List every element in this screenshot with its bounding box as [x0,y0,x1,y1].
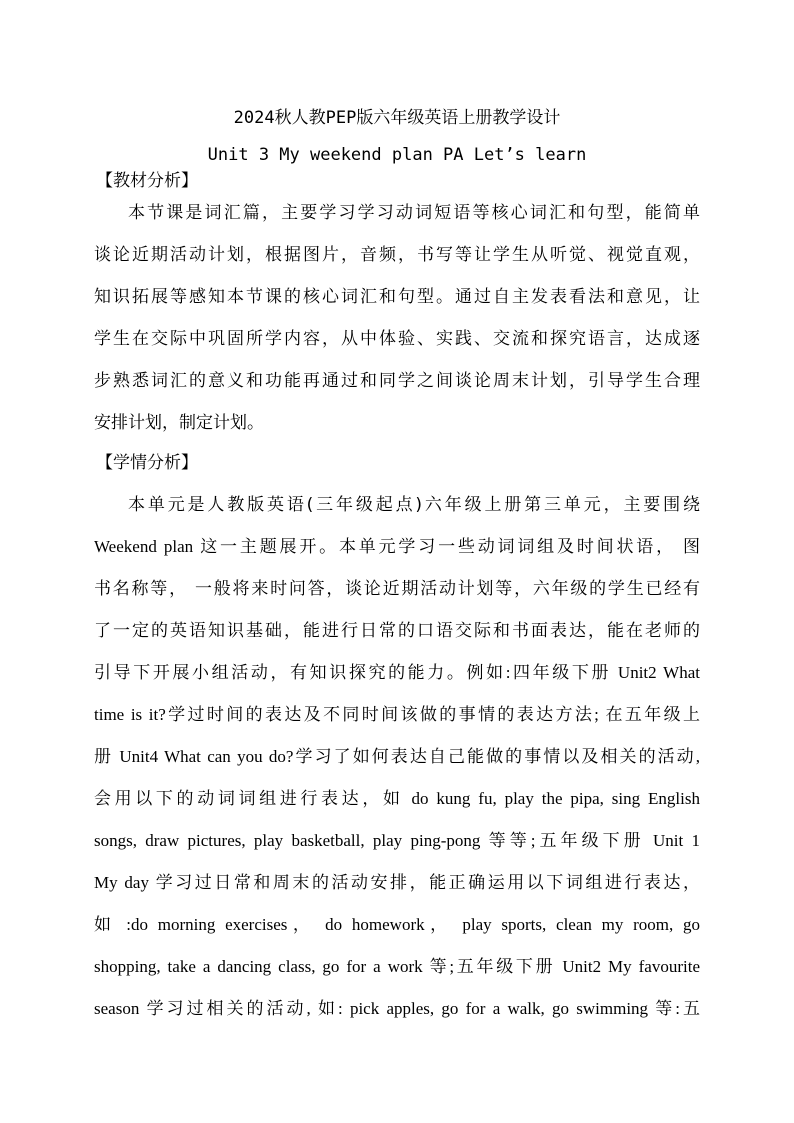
paragraph-line: 会用以下的动词词组进行表达，如 do kung fu, play the pipa, sing English [94,789,700,808]
paragraph-line: 步熟悉词汇的意义和功能再通过和同学之间谈论周末计划，引导学生合理 [94,371,700,391]
paragraph-line: 安排计划，制定计划。 [94,413,264,433]
paragraph-line: 册 Unit4 What can you do?学习了如何表达自己能做的事情以及相关的活动, [94,747,700,766]
paragraph-line: songs, draw pictures, play basketball, play ping-pong 等等;五年级下册 Unit 1 [94,831,700,850]
paragraph-line: shopping, take a dancing class, go for a work 等;五年级下册 Unit2 My favourite [94,957,700,976]
paragraph-line: 了一定的英语知识基础，能进行日常的口语交际和书面表达，能在老师的 [94,621,700,641]
paragraph-line: 引导下开展小组活动，有知识探究的能力。例如:四年级下册 Unit2 What [94,663,700,682]
paragraph-line: 学生在交际中巩固所学内容，从中体验、实践、交流和探究语言，达成逐 [94,329,700,349]
document-subtitle: Unit 3 My weekend plan PA Let’s learn [207,145,587,165]
paragraph-line: 书名称等， 一般将来时问答，谈论近期活动计划等，六年级的学生已经有 [94,579,700,599]
paragraph-line: 本节课是词汇篇，主要学习学习动词短语等核心词汇和句型，能简单 [128,203,700,223]
paragraph-line: season 学习过相关的活动, 如: pick apples, go for a walk, go swimming 等:五 [94,999,700,1018]
paragraph-line: 知识拓展等感知本节课的核心词汇和句型。通过自主发表看法和意见，让 [94,287,700,307]
paragraph-line: time is it?学过时间的表达及不同时间该做的事情的表达方法; 在五年级上 [94,705,700,724]
paragraph-line: 如 :do morning exercises， do homework， play sports, clean my room, go [94,915,700,934]
paragraph-line: 本单元是人教版英语(三年级起点)六年级上册第三单元，主要围绕 [128,495,700,515]
section-heading-learner-analysis: 【学情分析】 [96,453,198,473]
document-title: 2024秋人教PEP版六年级英语上册教学设计 [233,108,561,128]
section-heading-textbook-analysis: 【教材分析】 [96,171,198,191]
paragraph-line: My day 学习过日常和周末的活动安排，能正确运用以下词组进行表达， [94,873,700,892]
paragraph-line: 谈论近期活动计划，根据图片，音频，书写等让学生从听觉、视觉直观， [94,245,700,265]
paragraph-line: Weekend plan 这一主题展开。本单元学习一些动词词组及时间状语， 图 [94,537,700,556]
